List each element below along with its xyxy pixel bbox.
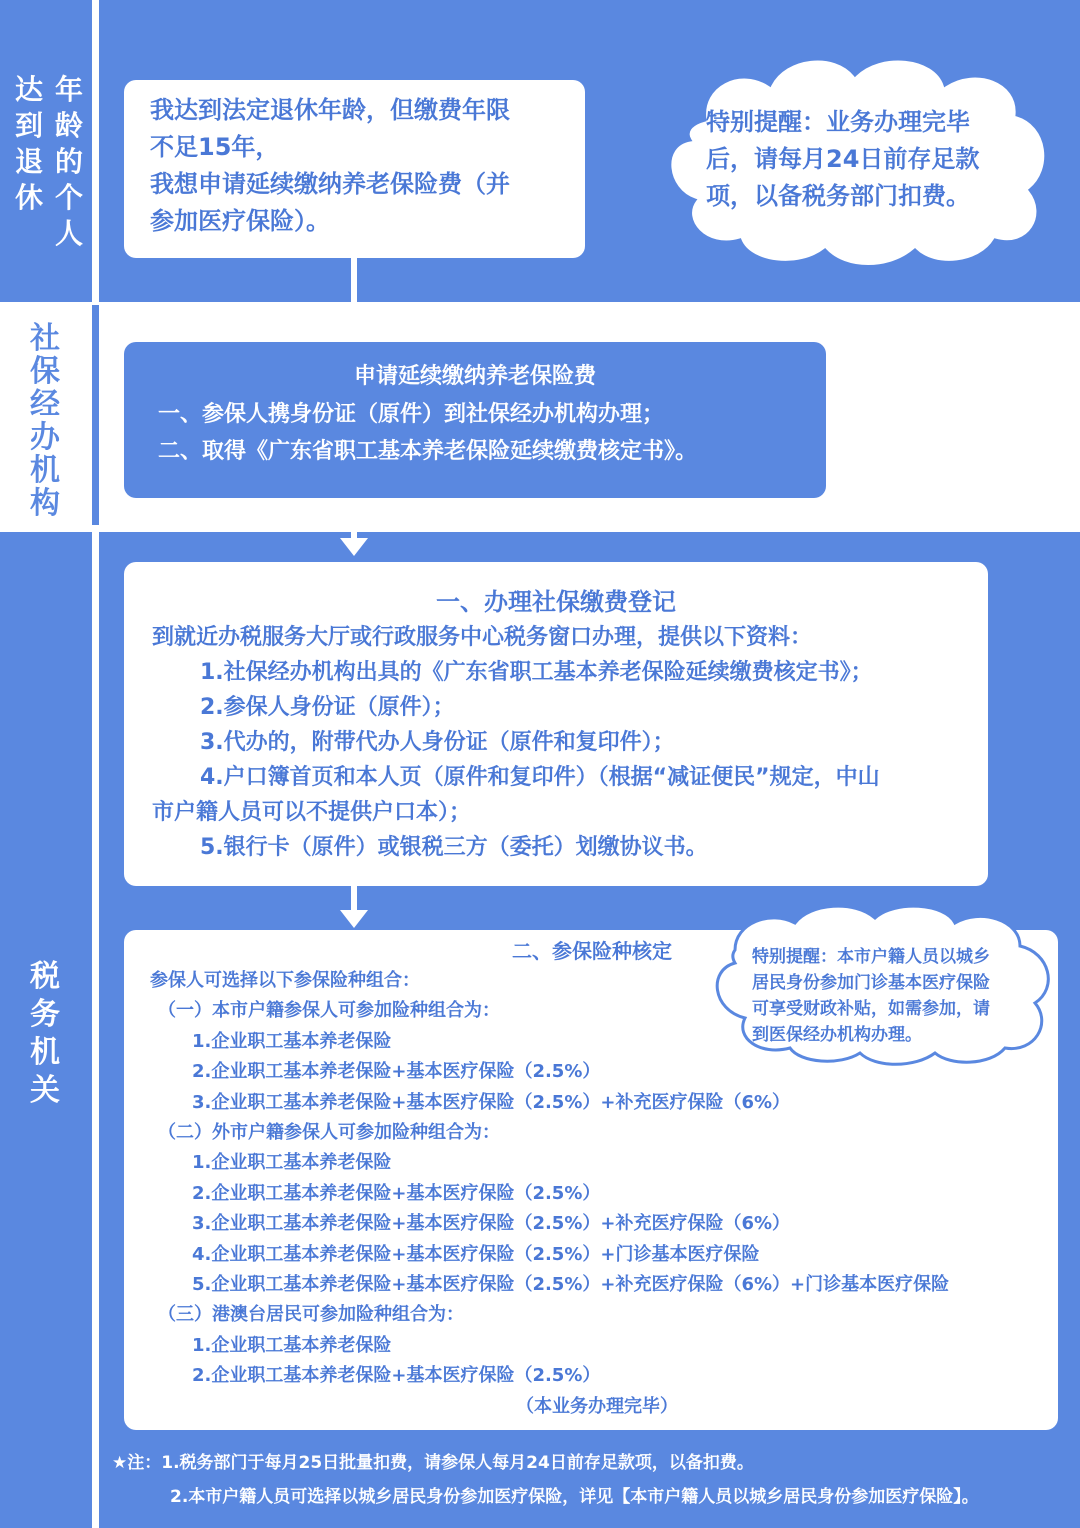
lane-label-individual-col1: 达到退休 — [14, 73, 43, 214]
step3-item: 3.代办的，附带代办人身份证（原件和复印件）； — [200, 730, 675, 755]
step3-item: 2.参保人身份证（原件）； — [200, 695, 455, 720]
step4-option: 1.企业职工基本养老保险 — [192, 1030, 392, 1052]
step2-item: 一、参保人携身份证（原件）到社保经办机构办理； — [158, 402, 665, 427]
reminder2-line: 到医保经办机构办理。 — [752, 1025, 922, 1045]
arrow-down-icon — [336, 886, 372, 930]
lane-label-tax: 税务机关 — [30, 959, 60, 1108]
step4-option: 4.企业职工基本养老保险+基本医疗保险（2.5%）+门诊基本医疗保险 — [192, 1243, 760, 1265]
reminder1-line: 项，以备税务部门扣费。 — [706, 182, 970, 210]
note-line-1: ★注：1.税务部门于每月25日批量扣费，请参保人每月24日前存足款项，以备扣费。 — [112, 1453, 754, 1473]
lane-divider — [92, 305, 99, 525]
step4-title: 二、参保险种核定 — [512, 939, 672, 963]
arrow-down-icon — [336, 258, 372, 342]
step1-text — [124, 80, 585, 240]
step1-line: 我想申请延续缴纳养老保险费（并 — [150, 170, 510, 198]
step4-done: （本业务办理完毕） — [516, 1395, 678, 1417]
reminder1-line: 特别提醒：业务办理完毕 — [706, 108, 970, 136]
step1-line: 不足15年， — [150, 133, 280, 161]
lane-label-social-security: 社保经办机构 — [30, 321, 60, 521]
step4-group1-title: （一）本市户籍参保人可参加险种组合为： — [158, 1000, 500, 1022]
step4-option: 3.企业职工基本养老保险+基本医疗保险（2.5%）+补充医疗保险（6%） — [192, 1213, 791, 1235]
reminder2-line: 特别提醒：本市户籍人员以城乡 — [752, 947, 990, 967]
step4-option: 5.企业职工基本养老保险+基本医疗保险（2.5%）+补充医疗保险（6%）+门诊基本医疗保险 — [192, 1274, 950, 1296]
lane-separator — [0, 523, 1080, 532]
reminder2-line: 居民身份参加门诊基本医疗保险 — [752, 973, 990, 993]
step4-group2-title: （二）外市户籍参保人可参加险种组合为： — [158, 1122, 500, 1144]
lane-label-individual-col2: 年龄的个人 — [54, 73, 83, 250]
reminder1 — [706, 104, 1036, 215]
step1-line: 参加医疗保险）。 — [150, 207, 330, 235]
note-line-2: 2.本市户籍人员可选择以城乡居民身份参加医疗保险，详见【本市户籍人员以城乡居民身份参加医疗保险】。 — [170, 1487, 979, 1507]
step3-item: 4.户口簿首页和本人页（原件和复印件）（根据“减证便民”规定，中山 — [200, 765, 880, 790]
step4-option: 2.企业职工基本养老保险+基本医疗保险（2.5%） — [192, 1061, 601, 1083]
step3-intro: 到就近办税服务大厅或行政服务中心税务窗口办理，提供以下资料： — [152, 625, 813, 650]
step2-item: 二、取得《广东省职工基本养老保险延续缴费核定书》。 — [158, 439, 698, 464]
step4-option: 2.企业职工基本养老保险+基本医疗保险（2.5%） — [192, 1365, 601, 1387]
step2-box — [124, 342, 826, 498]
step4-option: 3.企业职工基本养老保险+基本医疗保险（2.5%）+补充医疗保险（6%） — [192, 1091, 791, 1113]
reminder2 — [752, 944, 1052, 1048]
step3-item: 5.银行卡（原件）或银税三方（委托）划缴协议书。 — [200, 835, 708, 860]
reminder2-line: 可享受财政补贴，如需参加，请 — [752, 999, 990, 1019]
step4-option: 2.企业职工基本养老保险+基本医疗保险（2.5%） — [192, 1182, 601, 1204]
arrow-down-icon — [336, 498, 372, 560]
lane-divider — [92, 0, 99, 305]
step3-item: 市户籍人员可以不提供户口本）； — [152, 800, 472, 825]
step3-box — [124, 562, 988, 886]
step4-option: 1.企业职工基本养老保险 — [192, 1334, 392, 1356]
step4-option: 1.企业职工基本养老保险 — [192, 1152, 392, 1174]
step3-item: 1.社保经办机构出具的《广东省职工基本养老保险延续缴费核定书》； — [200, 660, 873, 685]
reminder1-line: 后，请每月24日前存足款 — [706, 145, 980, 173]
step4-intro: 参保人可选择以下参保险种组合： — [150, 970, 420, 991]
lane-divider — [92, 532, 99, 1528]
step1-box — [124, 80, 585, 258]
step4-group3-title: （三）港澳台居民可参加险种组合为： — [158, 1304, 464, 1326]
step2-title: 申请延续缴纳养老保险费 — [353, 364, 596, 389]
lane-separator — [0, 302, 1080, 309]
step3-title: 一、办理社保缴费登记 — [436, 588, 676, 616]
step1-line: 我达到法定退休年龄，但缴费年限 — [150, 96, 510, 124]
